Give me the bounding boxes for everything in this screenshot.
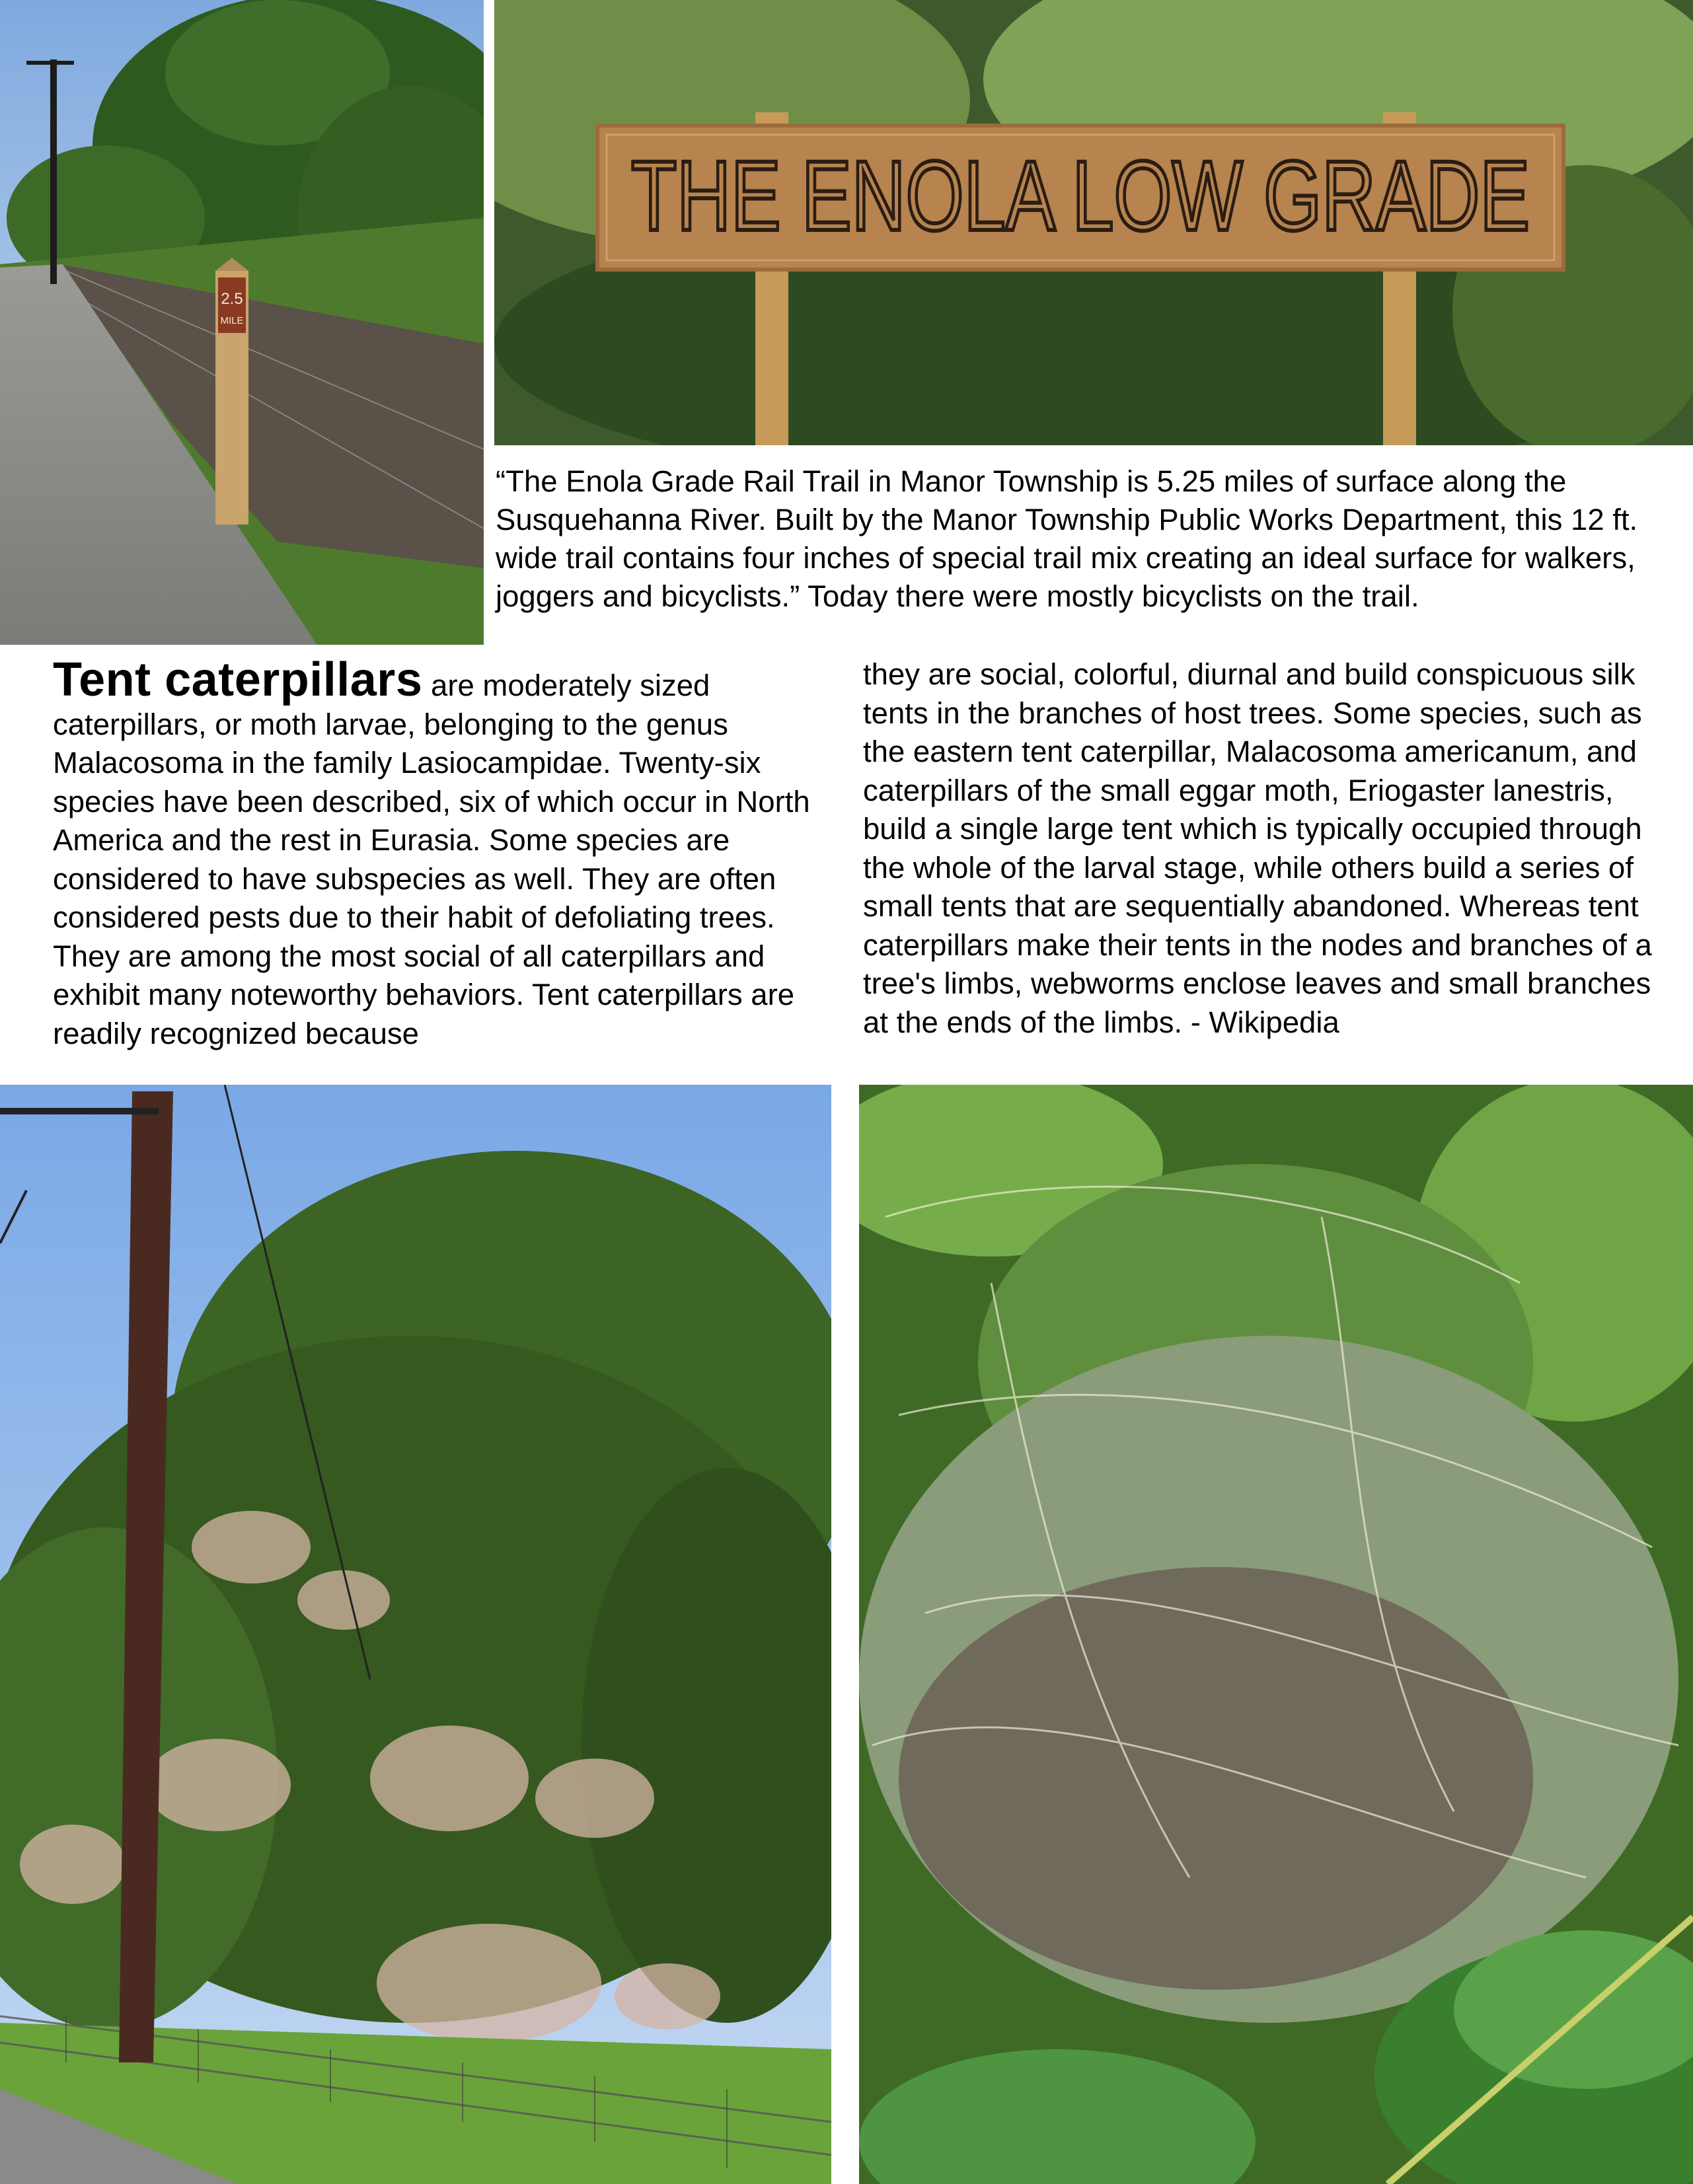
article-left-body: are moderately sized caterpillars, or moth larvae, belonging to the genus Malacosoma in the family Lasiocampidae. Twenty-six species have been described, six of which occur in North America and the rest in Eurasia. Some species are considered to have subspecies as well. They are often considered pests due to their habit of defoliating trees. They are among the most social of all caterpillars and exhibit many noteworthy behaviors. Tent caterpillars are readily recognized because	[53, 669, 810, 1050]
enola-sign-photo	[494, 0, 1693, 445]
milepost-number: 2.5	[221, 290, 243, 308]
trail-milepost-photo	[0, 0, 484, 645]
trail-caption: “The Enola Grade Rail Trail in Manor Township is 5.25 miles of surface along the Susquehanna River. Built by the Manor Township Public Works Department, this 12 ft. wide trail contains four inches of special trail mix creating an ideal surface for walkers, joggers and bicyclists.” Today there were mostly bicyclists on the trail.	[496, 464, 1638, 613]
article-left-column	[53, 653, 833, 1053]
article-right-column: they are social, colorful, diurnal and build conspicuous silk tents in the branches of host trees. Some species, such as the eastern tent caterpillar, Malacosoma americanum, and caterpillars of the small eggar moth, Eriogaster lanestris, build a single large tent which is typically occupied through the whole of the larval stage, while others build a series of small tents that are sequentially abandoned. Whereas tent caterpillars make their tents in the nodes and branches of a tree's limbs, webworms enclose leaves and small branches at the ends of the limbs. - Wikipedia	[863, 657, 1652, 1039]
infested-trees-photo	[0, 1085, 831, 2184]
sign-text: THE ENOLA LOW GRADE	[631, 140, 1530, 251]
article-headline: Tent caterpillars	[53, 653, 423, 706]
silk-tent-closeup-photo	[859, 1085, 1693, 2184]
milepost-unit: MILE	[220, 315, 244, 326]
